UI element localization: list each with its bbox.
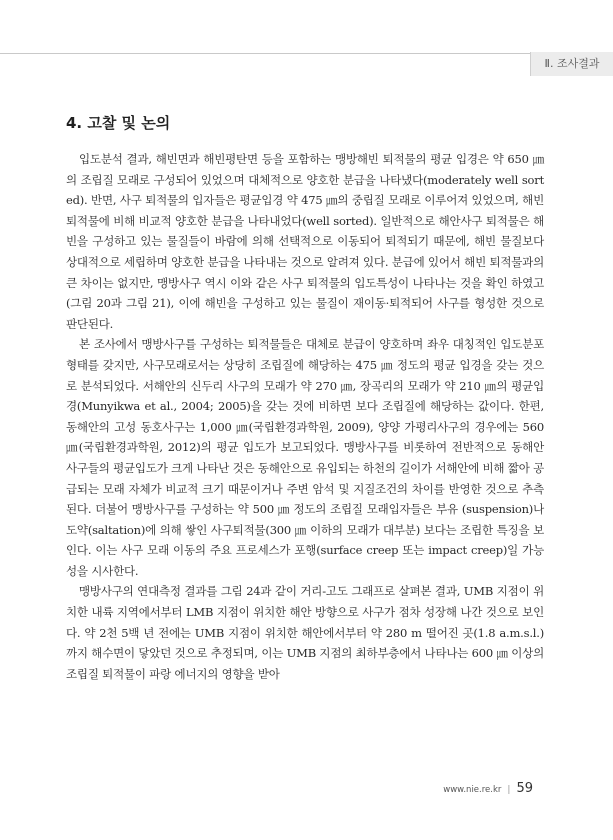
running-header-section-label: Ⅱ. 조사결과: [530, 52, 613, 76]
paragraph-dating-results: 맹방사구의 연대측정 결과를 그림 24과 같이 거리-고도 그래프로 살펴본 결과, UMB 지점이 위치한 내륙 지역에서부터 LMB 지점이 위치한 해안 방향으로 사구가 점차 성장해 나간 것으로 보인다. 약 2천 5백 년 전에는 UMB 지점이 위치한 해안에서부터 약 280 m 떨어진 곳(1.8 a.m.s.l.)까지 해수면이 닿았던 것으로 추정되며, 이는 UMB 지점의 최하부층에서 나타나는 600 ㎛ 이상의 조립질 퇴적물이 파랑 에너지의 영향을 받아: [66, 584, 544, 681]
footer-url: www.nie.re.kr: [443, 785, 502, 795]
footer-separator: |: [507, 785, 511, 795]
body-text: [66, 149, 544, 684]
section-title: 4. 고찰 및 논의: [66, 114, 171, 132]
page-footer: [443, 779, 533, 798]
paragraph-grain-size-analysis: 입도분석 결과, 해빈면과 해빈평탄면 등을 포함하는 맹방해빈 퇴적물의 평균 입경은 약 650 ㎛의 조립질 모래로 구성되어 있었으며 대체적으로 양호한 분급을 나타냈다(moderately well sorted). 반면, 사구 퇴적물의 입자들은 평균입경 약 475 ㎛의 중립질 모래로 이루어져 있었으며, 해빈 퇴적물에 비해 비교적 양호한 분급을 나타내었다(well sorted). 일반적으로 해안사구 퇴적물은 해빈을 구성하고 있는 물질들이 바람에 의해 선택적으로 이동되어 퇴적되기 때문에, 해빈 물질보다 상대적으로 세립하며 양호한 분급을 나타내는 것으로 알려져 있다. 분급에 있어서 해빈 퇴적물과의 큰 차이는 없지만, 맹방사구 역시 이와 같은 사구 퇴적물의 입도특성이 나타나는 것을 확인 하였고(그림 20과 그림 21), 이에 해빈을 구성하고 있는 물질이 재이동·퇴적되어 사구를 형성한 것으로 판단된다.: [66, 152, 544, 331]
header-rule: [0, 53, 613, 54]
page-number: 59: [516, 781, 533, 796]
paragraph-dune-sediment-comparison: 본 조사에서 맹방사구를 구성하는 퇴적물들은 대체로 분급이 양호하며 좌우 대칭적인 입도분포형태를 갖지만, 사구모래로서는 상당히 조립질에 해당하는 475 ㎛ 정도의 평균 입경을 갖는 것으로 분석되었다. 서해안의 신두리 사구의 모래가 약 270 ㎛, 장곡리의 모래가 약 210 ㎛의 평균입경(Munyikwa et al., 2004; 2005)을 갖는 것에 비하면 보다 조립질에 해당하는 값이다. 한편, 동해안의 고성 동호사구는 1,000 ㎛(국립환경과학원, 2009), 양양 가평리사구의 경우에는 560 ㎛(국립환경과학원, 2012)의 평균 입도가 보고되었다. 맹방사구를 비롯하여 전반적으로 동해안 사구들의 평균입도가 크게 나타난 것은 동해안으로 유입되는 하천의 길이가 서해안에 비해 짧아 공급되는 모래 자체가 비교적 크기 때문이거나 주변 암석 및 지질조건의 차이를 반영한 것으로 추측된다. 더불어 맹방사구를 구성하는 약 500 ㎛ 정도의 조립질 모래입자들은 부유 (suspension)나 도약(saltation)에 의해 쌓인 사구퇴적물(300 ㎛ 이하의 모래가 대부분) 보다는 조립한 특징을 보인다. 이는 사구 모래 이동의 주요 프로세스가 포행(surface creep 또는 impact creep)일 가능성을 시사한다.: [66, 337, 544, 578]
